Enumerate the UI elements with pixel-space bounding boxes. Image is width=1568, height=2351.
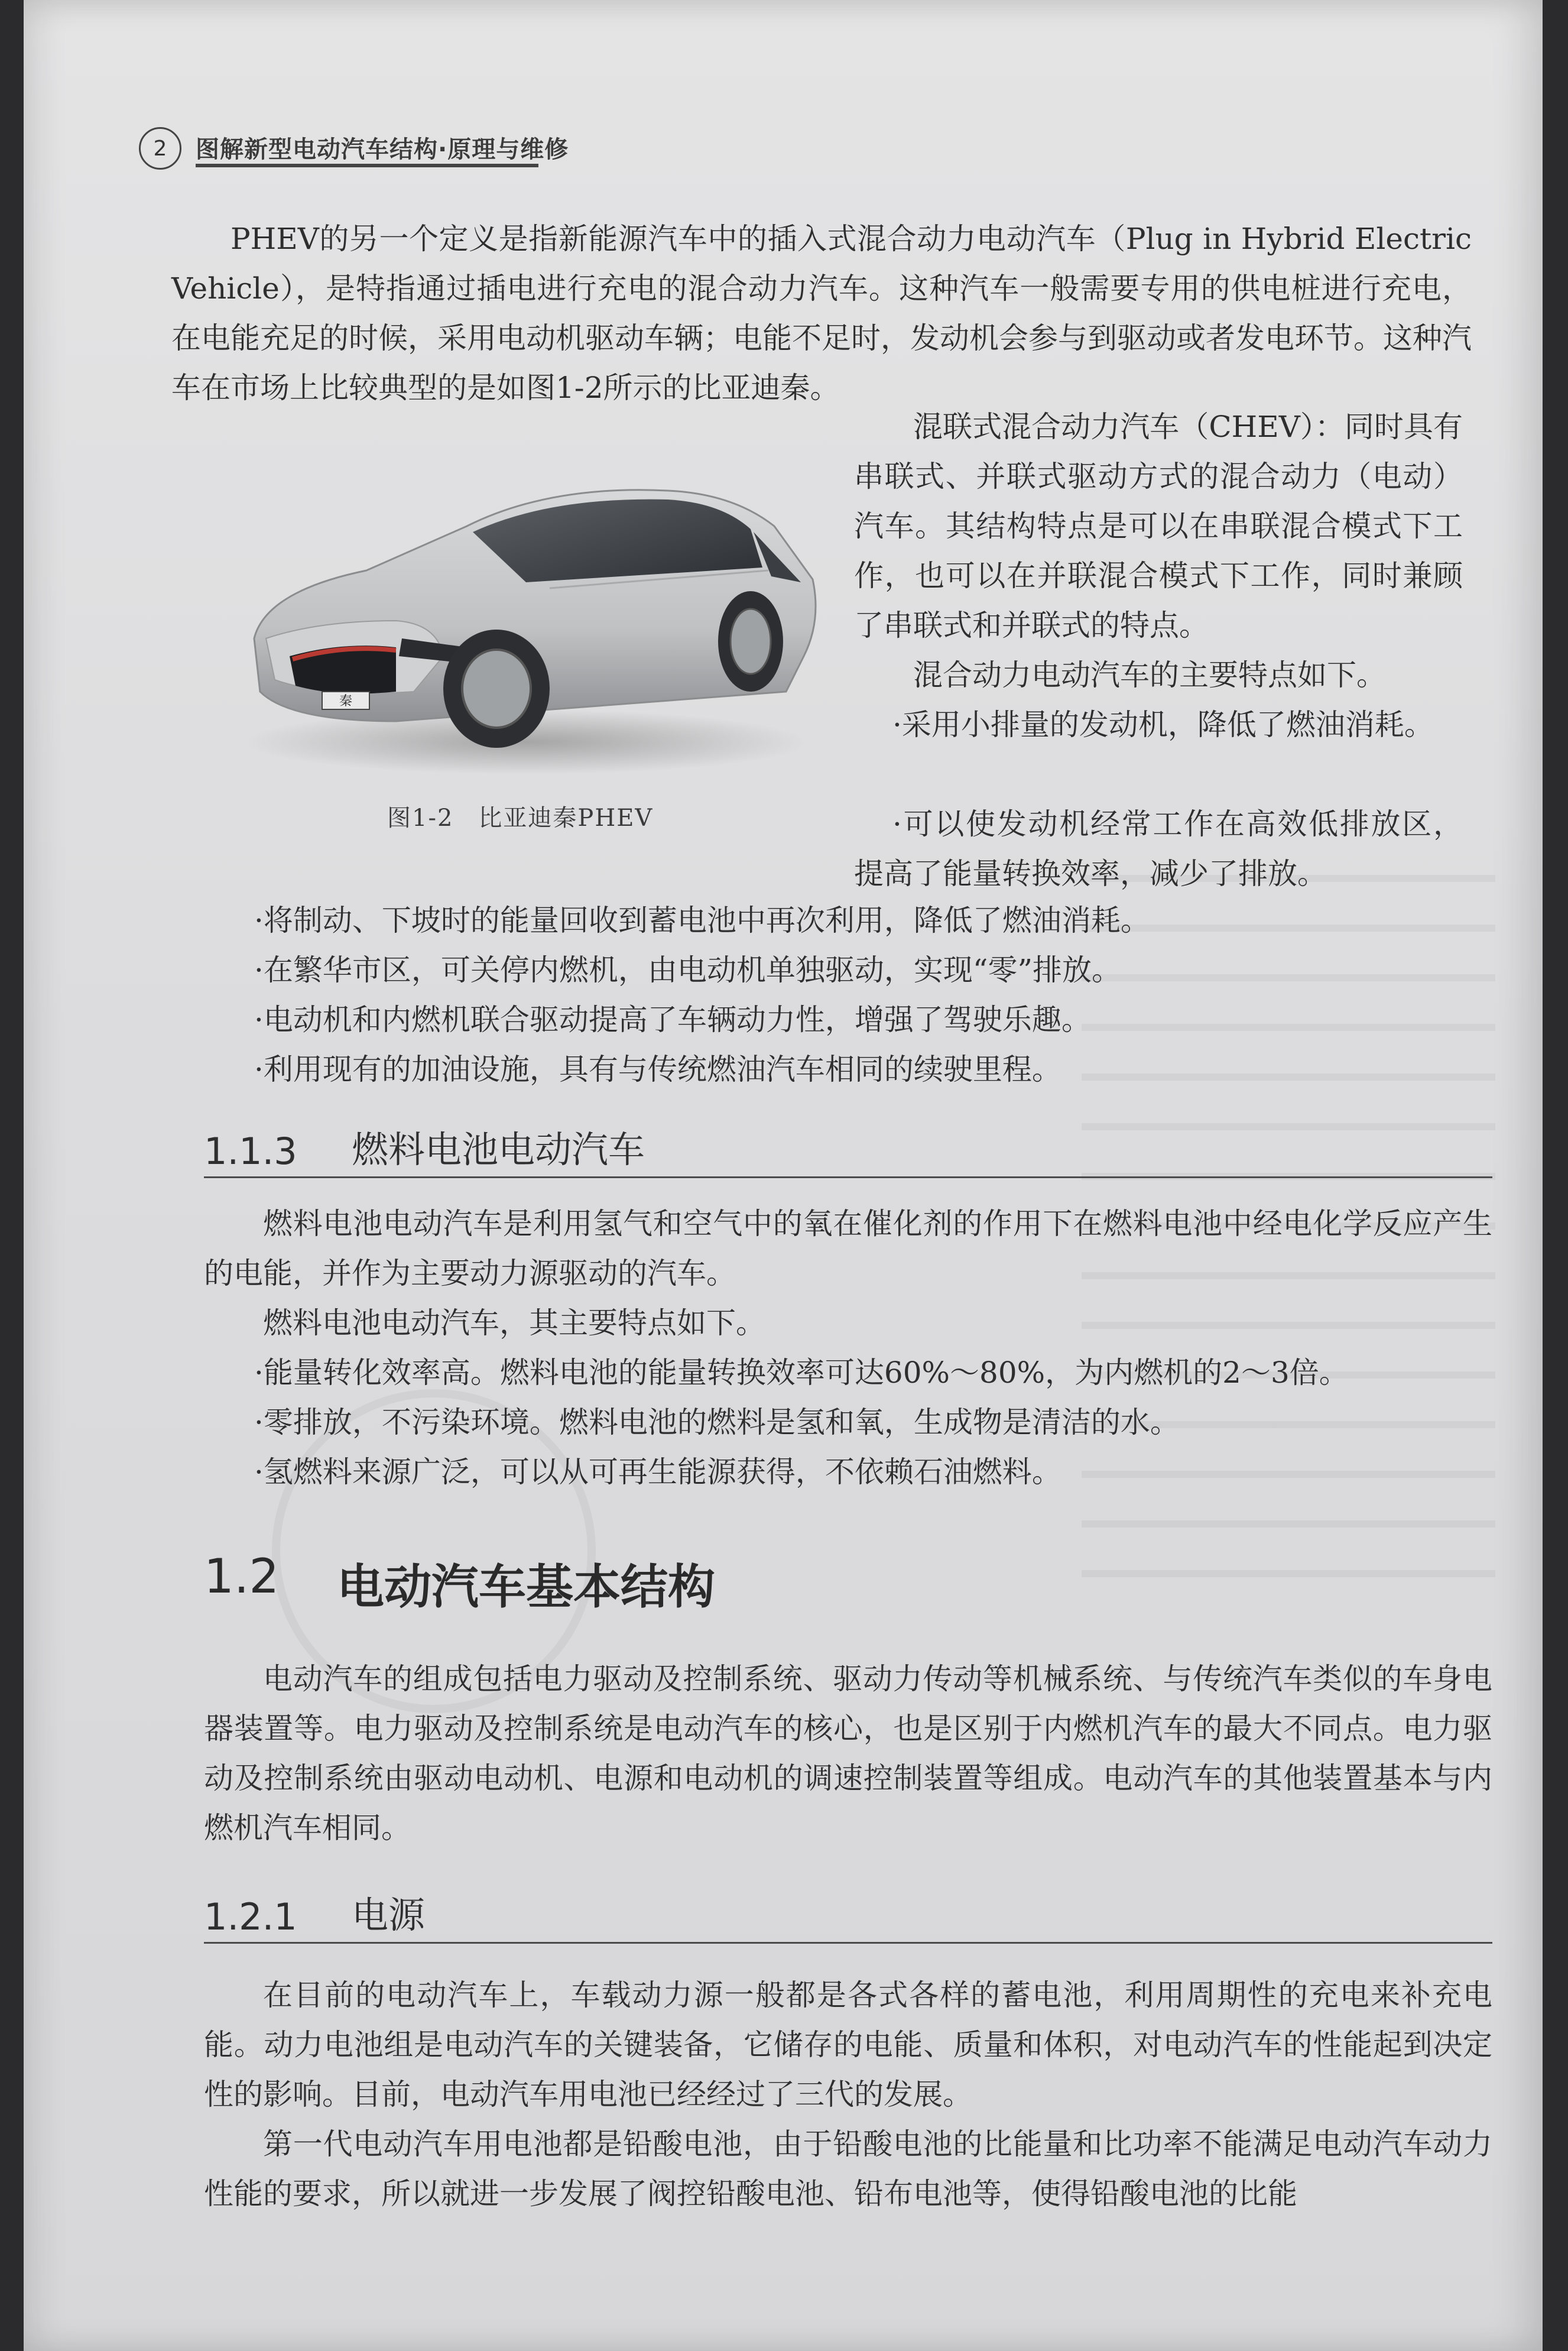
- power-source-paragraph-2: 第一代电动汽车用电池都是铅酸电池，由于铅酸电池的比能量和比功率不能满足电动汽车动力性能的要求，所以就进一步发展了阀控铅酸电池、铅布电池等，使得铅酸电池的比能: [204, 2127, 1492, 2211]
- license-plate-text: 秦: [339, 694, 353, 709]
- fuel-cell-bullet-2: ·零排放，不污染环境。燃料电池的燃料是氢和氧，生成物是清洁的水。: [254, 1405, 1180, 1439]
- hybrid-bullet-1: ·将制动、下坡时的能量回收到蓄电池中再次利用，降低了燃油消耗。: [254, 903, 1150, 938]
- book-page: [24, 0, 1543, 2351]
- header-rule: [196, 164, 538, 167]
- section-number: 1.2.1: [204, 1895, 297, 1938]
- chev-paragraph: 混联式混合动力汽车（CHEV）：同时具有串联式、并联式驱动方式的混合动力（电动）汽车。其结构特点是可以在串联混合模式下工作，也可以在并联混合模式下工作，同时兼顾了串联式和并联式的特点。: [854, 410, 1463, 643]
- section-title: 燃料电池电动汽车: [352, 1128, 645, 1171]
- hybrid-side-bullet-1: ·采用小排量的发动机，降低了燃油消耗。: [892, 708, 1434, 742]
- hybrid-features-intro: 混合动力电动汽车的主要特点如下。: [913, 658, 1386, 692]
- fuel-cell-bullet-1: ·能量转化效率高。燃料电池的能量转换效率可达60%～80%，为内燃机的2～3倍。: [254, 1356, 1349, 1390]
- fuel-cell-features-intro: 燃料电池电动汽车，其主要特点如下。: [263, 1306, 765, 1340]
- page-number: 2: [139, 127, 181, 170]
- fuel-cell-bullet-3: ·氢燃料来源广泛，可以从可再生能源获得，不依赖石油燃料。: [254, 1455, 1061, 1489]
- figure-car-photo: [219, 443, 839, 780]
- structure-paragraph: 电动汽车的组成包括电力驱动及控制系统、驱动力传动等机械系统、与传统汽车类似的车身电器装置等。电力驱动及控制系统是电动汽车的核心，也是区别于内燃机汽车的最大不同点。电力驱动及控制系统由驱动电动机、电源和电动机的调速控制装置等组成。电动汽车的其他装置基本与内燃机汽车相同。: [204, 1662, 1492, 1845]
- front-rim: [462, 650, 531, 728]
- hybrid-bullet-2: ·在繁华市区，可关停内燃机，由电动机单独驱动，实现“零”排放。: [254, 953, 1122, 987]
- figure-caption: 图1-2 比亚迪秦PHEV: [387, 805, 654, 832]
- section-number: 1.2: [204, 1549, 280, 1604]
- section-heading-1-2: [204, 1549, 913, 1614]
- hybrid-side-bullet-2: ·可以使发动机经常工作在高效低排放区，提高了能量转换效率，减少了排放。: [854, 807, 1463, 891]
- fuel-cell-paragraph: 燃料电池电动汽车是利用氢气和空气中的氧在催化剂的作用下在燃料电池中经电化学反应产生的电能，并作为主要动力源驱动的汽车。: [204, 1207, 1492, 1290]
- rear-rim: [731, 609, 771, 674]
- hybrid-bullet-4: ·利用现有的加油设施，具有与传统燃油汽车相同的续驶里程。: [254, 1052, 1061, 1087]
- section-title: 电源: [352, 1893, 426, 1937]
- section-heading-1-1-3: [204, 1123, 1492, 1178]
- section-heading-1-2-1: [204, 1889, 1492, 1944]
- power-source-paragraph-1: 在目前的电动汽车上，车载动力源一般都是各式各样的蓄电池，利用周期性的充电来补充电能。动力电池组是电动汽车的关键装备，它储存的电能、质量和体积，对电动汽车的性能起到决定性的影响。目前，电动汽车用电池已经经过了三代的发展。: [204, 1978, 1492, 2112]
- hybrid-bullet-3: ·电动机和内燃机联合驱动提高了车辆动力性，增强了驾驶乐趣。: [254, 1003, 1091, 1037]
- car-illustration: [219, 443, 839, 780]
- intro-paragraph: PHEV的另一个定义是指新能源汽车中的插入式混合动力电动汽车（Plug in Hybrid Electric Vehicle），是特指通过插电进行充电的混合动力汽车。这种汽车一般需要专用的供电桩进行充电，在电能充足的时候，采用电动机驱动车辆；电能不足时，发动机会参与到驱动或者发电环节。这种汽车在市场上比较典型的是如图1-2所示的比亚迪秦。: [171, 222, 1472, 405]
- section-number: 1.1.3: [204, 1130, 297, 1173]
- page-header: [139, 127, 1498, 174]
- section-title: 电动汽车基本结构: [337, 1559, 715, 1614]
- car-grille: [290, 646, 396, 693]
- running-title: 图解新型电动汽车结构·原理与维修: [196, 136, 569, 163]
